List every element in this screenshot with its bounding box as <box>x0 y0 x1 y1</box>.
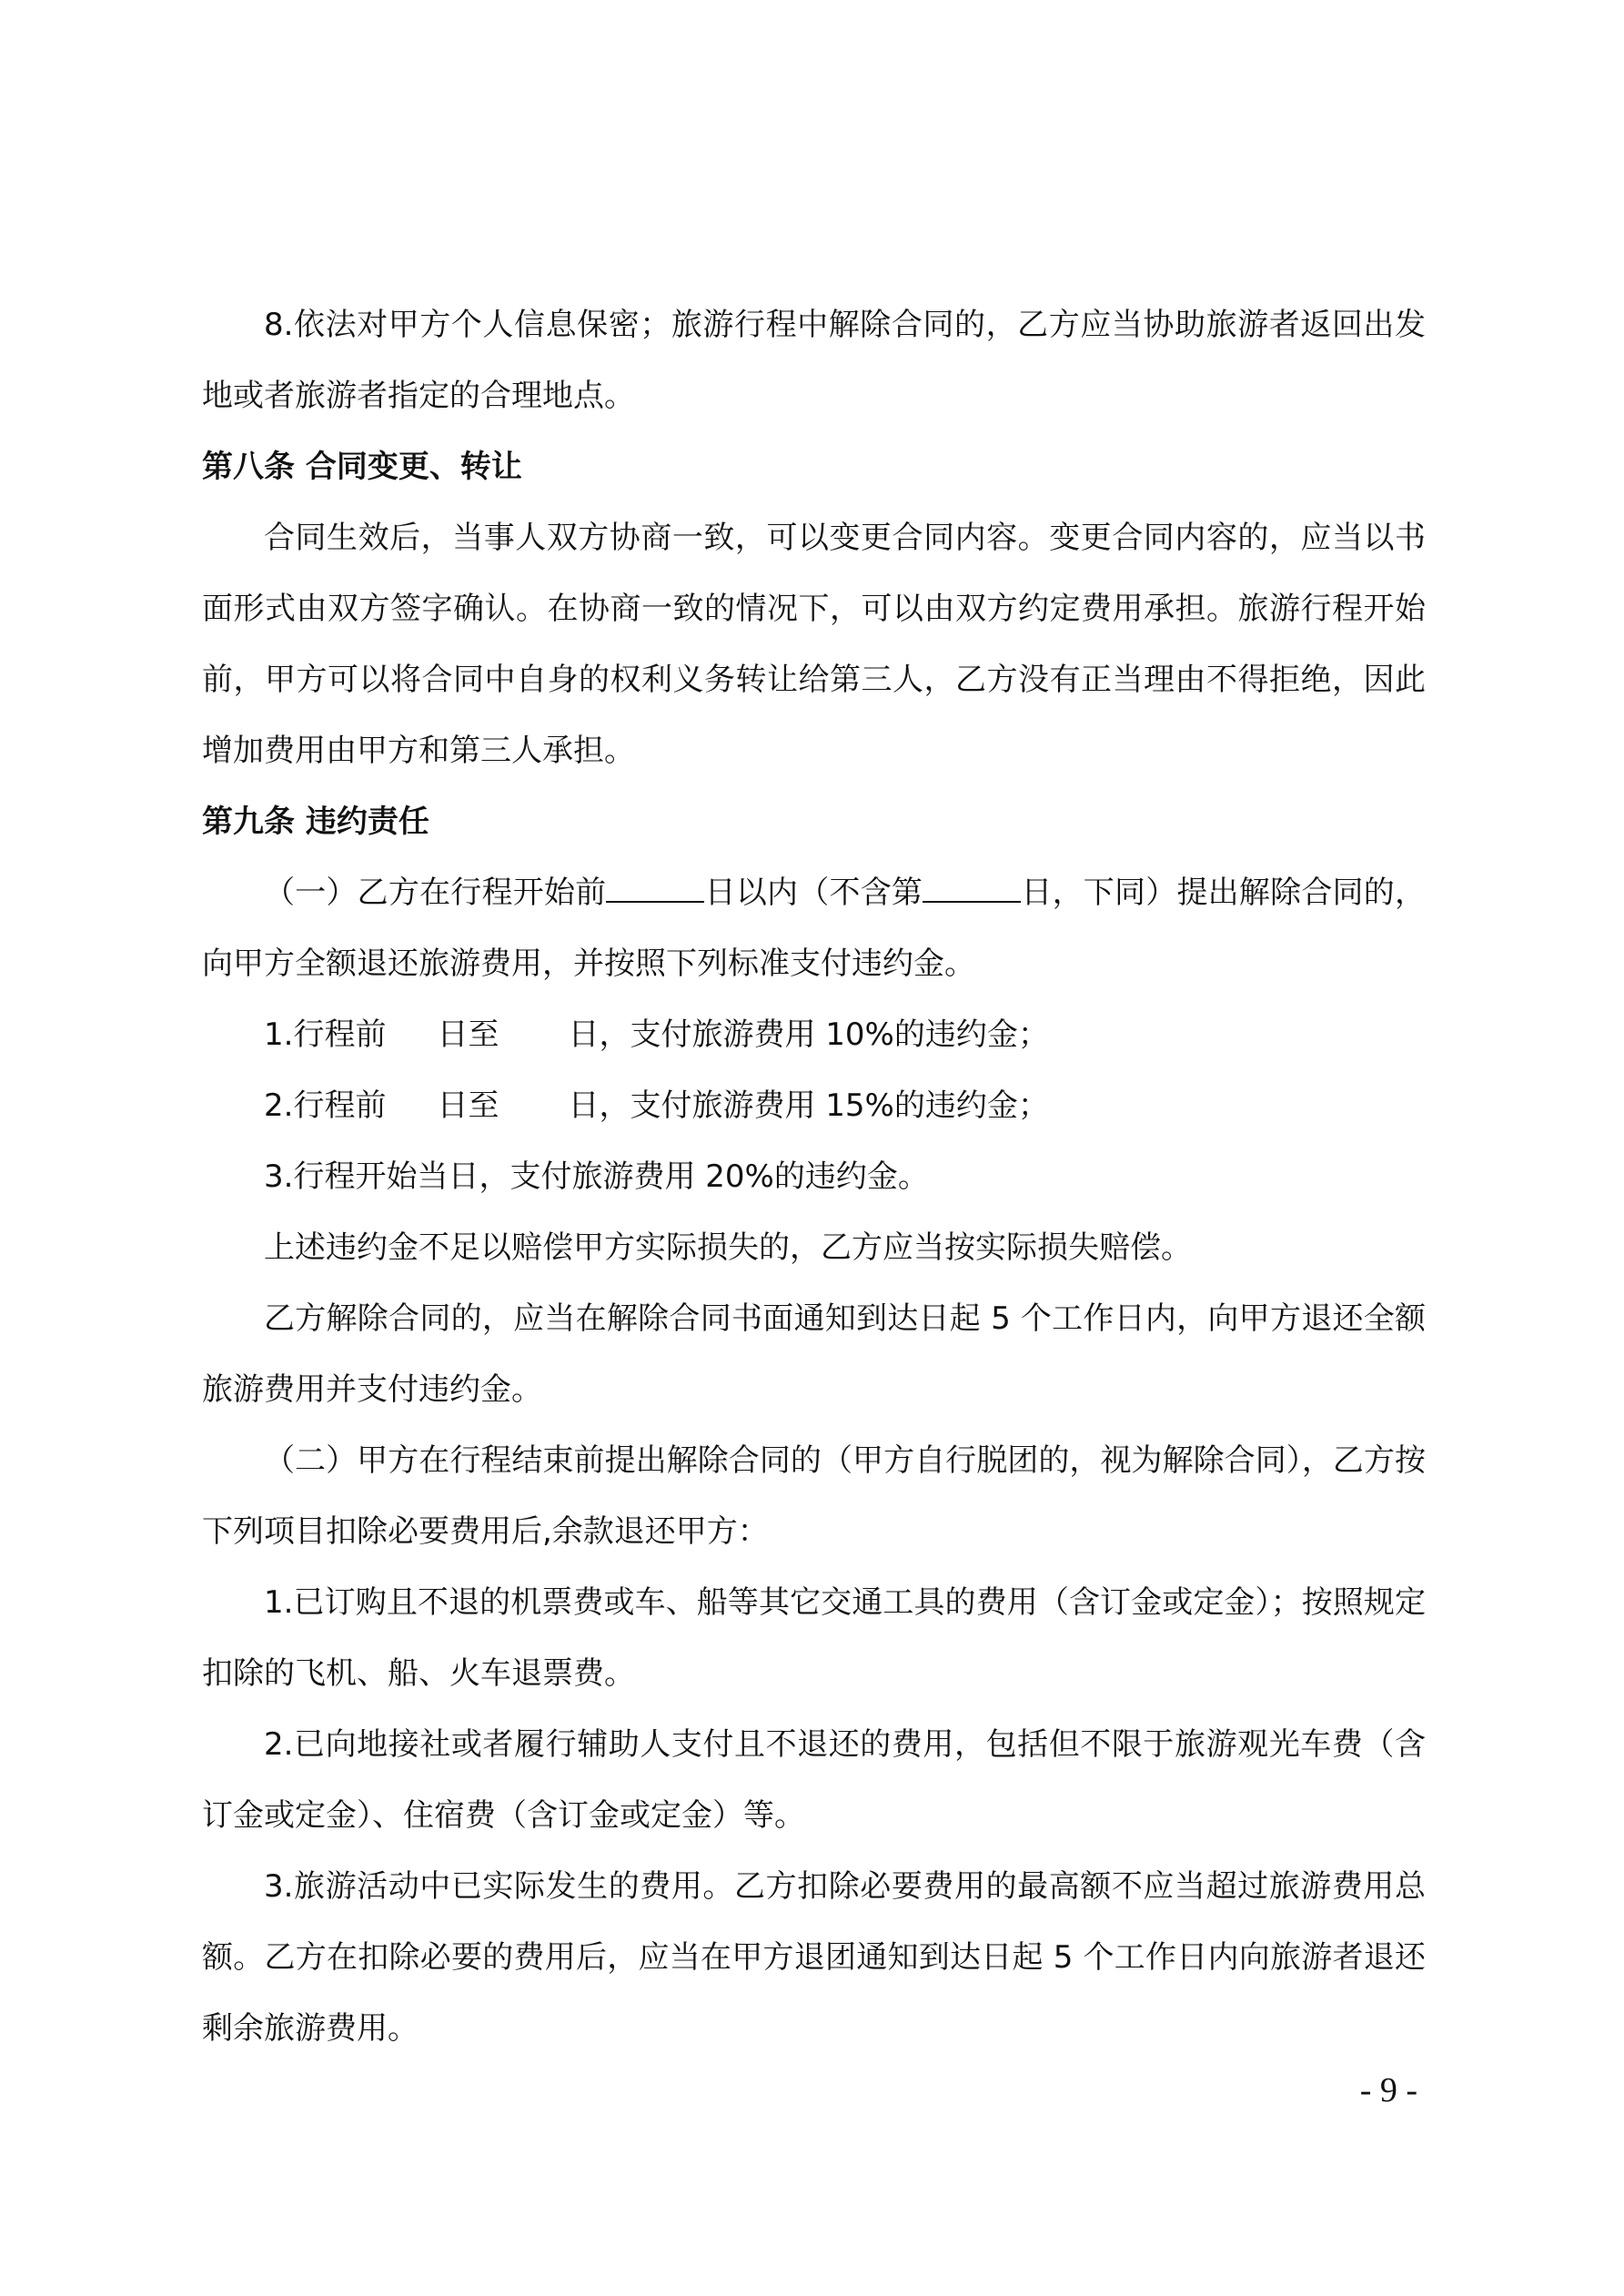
penalty-1-text-a: 1.行程前 <box>264 1017 387 1053</box>
penalty-1-text-c: 日，支付旅游费用 10%的违约金； <box>568 1017 1049 1053</box>
penalty-2-text-b: 日至 <box>437 1087 499 1124</box>
article-9-section-2: （二）甲方在行程结束前提出解除合同的（甲方自行脱团的，视为解除合同），乙方按下列项目扣除必要费用后,余款退还甲方： <box>202 1442 1426 1550</box>
penalty-item-2 <box>202 1070 1426 1141</box>
deduction-item-2: 2.已向地接社或者履行辅助人支付且不退还的费用，包括但不限于旅游观光车费（含订金或定金）、住宿费（含订金或定金）等。 <box>202 1726 1426 1834</box>
compensation-paragraph: 上述违约金不足以赔偿甲方实际损失的，乙方应当按实际损失赔偿。 <box>264 1229 1192 1266</box>
article-8-heading: 第八条 合同变更、转让 <box>202 449 522 485</box>
days-blank-1 <box>606 901 704 903</box>
deduction-item-1: 1.已订购且不退的机票费或车、船等其它交通工具的费用（含订金或定金）；按照规定扣除的飞机、船、火车退票费。 <box>202 1584 1426 1692</box>
penalty-1-text-b: 日至 <box>437 1017 499 1053</box>
penalty-item-1 <box>202 999 1426 1070</box>
section-1-text-a: （一）乙方在行程开始前 <box>264 875 607 911</box>
section-1-text-b: 日以内（不含第 <box>704 875 923 911</box>
article-8-paragraph: 合同生效后，当事人双方协商一致，可以变更合同内容。变更合同内容的，应当以书面形式由双方签字确认。在协商一致的情况下，可以由双方约定费用承担。旅游行程开始前，甲方可以将合同中自身的权利义务转让给第三人，乙方没有正当理由不得拒绝，因此增加费用由甲方和第三人承担。 <box>202 520 1426 769</box>
document-body <box>202 289 1426 2064</box>
penalty-2-text-a: 2.行程前 <box>264 1087 387 1124</box>
article-9-heading: 第九条 违约责任 <box>202 804 429 840</box>
days-blank-2 <box>923 901 1021 903</box>
penalty-item-3: 3.行程开始当日，支付旅游费用 20%的违约金。 <box>264 1158 929 1195</box>
article-9-section-1 <box>202 857 1426 999</box>
penalty-2-text-c: 日，支付旅游费用 15%的违约金； <box>568 1087 1049 1124</box>
refund-paragraph: 乙方解除合同的，应当在解除合同书面通知到达日起 5 个工作日内，向甲方退还全额旅游费用并支付违约金。 <box>202 1300 1426 1408</box>
section-1-text-c: 日，下同）提出解除合同的，向甲方全额退还旅游费用，并按照下列标准支付违约金。 <box>202 875 1426 982</box>
page-number: - 9 - <box>1359 2071 1417 2109</box>
clause-7-item-8: 8.依法对甲方个人信息保密；旅游行程中解除合同的，乙方应当协助旅游者返回出发地或者旅游者指定的合理地点。 <box>202 307 1426 414</box>
deduction-item-3: 3.旅游活动中已实际发生的费用。乙方扣除必要费用的最高额不应当超过旅游费用总额。乙方在扣除必要的费用后，应当在甲方退团通知到达日起 5 个工作日内向旅游者退还剩余旅游费用。 <box>202 1868 1426 2047</box>
